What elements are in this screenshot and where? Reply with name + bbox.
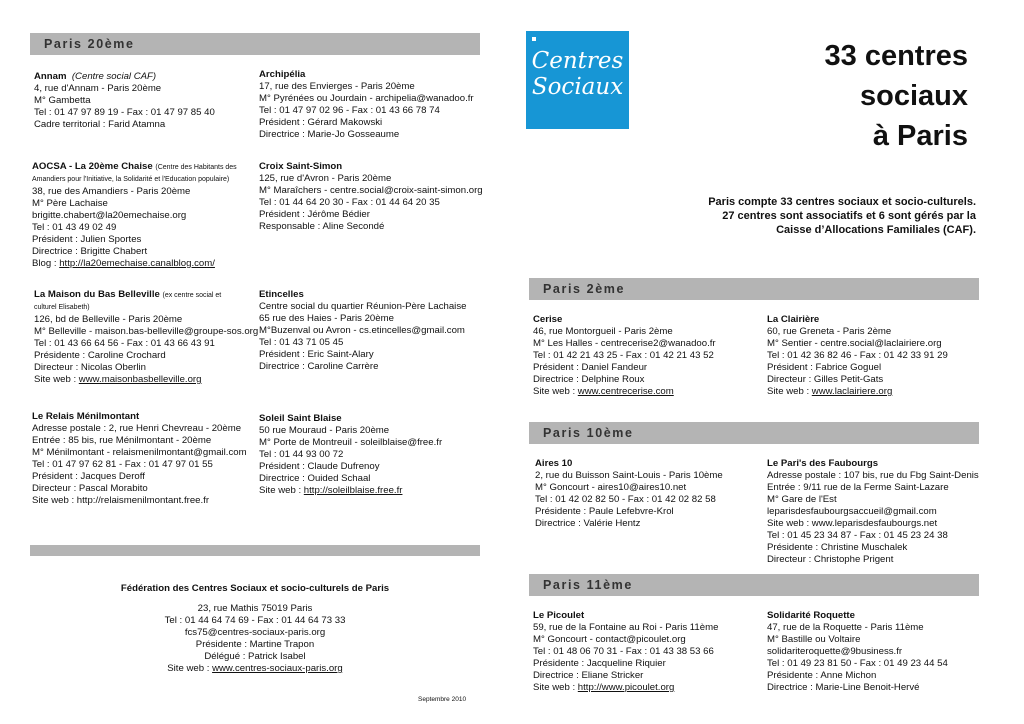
line: Tel : 01 42 02 82 50 - Fax : 01 42 02 82 58 bbox=[535, 494, 716, 505]
line: Président : Jérôme Bédier bbox=[259, 209, 370, 220]
centre-entry-soleil-saint-blaise bbox=[259, 413, 442, 497]
line: Adresse postale : 107 bis, rue du Fbg Saint-Denis bbox=[767, 470, 979, 481]
section-title: Paris 11ème bbox=[543, 578, 633, 592]
line: Responsable : Aline Secondé bbox=[259, 221, 385, 232]
line: Tel : 01 43 49 02 49 bbox=[32, 222, 117, 233]
line: Directrice : Ouided Schaal bbox=[259, 473, 371, 484]
centres-sociaux-logo bbox=[526, 31, 629, 129]
line: fcs75@centres-sociaux-paris.org bbox=[184, 627, 326, 638]
line: Tel : 01 43 66 64 56 - Fax : 01 43 66 43 91 bbox=[34, 338, 215, 349]
line: Cadre territorial : Farid Atamna bbox=[34, 119, 166, 130]
centre-entry-aocsa bbox=[32, 161, 237, 270]
line: 46, rue Montorgueil - Paris 2ème bbox=[533, 326, 673, 337]
line: Centre social du quartier Réunion-Père Lachaise bbox=[259, 301, 467, 312]
intro-line: 27 centres sont associatifs et 6 sont gérés par la bbox=[722, 210, 976, 222]
line: Directeur : Christophe Prigent bbox=[767, 554, 894, 565]
line: 23, rue Mathis 75019 Paris bbox=[197, 603, 313, 614]
line: Président : Claude Dufrenoy bbox=[259, 461, 380, 472]
centre-note: (ex centre social et bbox=[162, 292, 222, 299]
line: 50 rue Mouraud - Paris 20ème bbox=[259, 425, 390, 436]
centre-name: La Clairière bbox=[767, 314, 820, 325]
centre-name: Archipélia bbox=[259, 69, 306, 80]
centre-entry-aires-10 bbox=[535, 458, 723, 530]
website-link[interactable]: http://www.picoulet.org bbox=[577, 682, 675, 693]
web-label: Site web : bbox=[259, 485, 304, 496]
line: Directeur : Nicolas Oberlin bbox=[34, 362, 146, 373]
line: Directrice : Delphine Roux bbox=[533, 374, 645, 385]
centre-name: Etincelles bbox=[259, 289, 304, 300]
web-label: Site web : bbox=[767, 386, 812, 397]
section-title: Paris 20ème bbox=[44, 37, 135, 51]
centre-entry-cerise bbox=[533, 314, 716, 398]
line: Présidente : Anne Michon bbox=[767, 670, 877, 681]
line: Directrice : Marie-Jo Gosseaume bbox=[259, 129, 400, 140]
line: Tel : 01 49 23 81 50 - Fax : 01 49 23 44 54 bbox=[767, 658, 948, 669]
centre-name: Solidarité Roquette bbox=[767, 610, 855, 621]
web-label: Site web : bbox=[533, 386, 578, 397]
line: M° Porte de Montreuil - soleilblaise@free.fr bbox=[259, 437, 443, 448]
web-label: Blog : bbox=[32, 258, 60, 269]
line: 2, rue du Buisson Saint-Louis - Paris 10ème bbox=[535, 470, 723, 481]
website-link[interactable]: http://relaismenilmontant.free.fr bbox=[76, 495, 210, 506]
line: 38, rue des Amandiers - Paris 20ème bbox=[32, 186, 191, 197]
centre-entry-la-clairiere bbox=[767, 314, 948, 398]
blog-link[interactable]: http://la20emechaise.canalblog.com/ bbox=[59, 258, 215, 269]
website-link[interactable]: www.laclairiere.org bbox=[811, 386, 893, 397]
website-link[interactable]: http://soleilblaise.free.fr bbox=[303, 485, 403, 496]
line: Tel : 01 43 71 05 45 bbox=[259, 337, 344, 348]
line: M° Pyrénées ou Jourdain - archipelia@wanadoo.fr bbox=[259, 93, 474, 104]
web-label: Site web : bbox=[167, 663, 213, 674]
line: M° Les Halles - centrecerise2@wanadoo.fr bbox=[533, 338, 716, 349]
centre-entry-paris-des-faubourgs bbox=[767, 458, 979, 566]
line: Site web : www.leparisdesfaubourgs.net bbox=[767, 518, 938, 529]
line: Présidente : Jacqueline Riquier bbox=[533, 658, 666, 669]
line: Directrice : Caroline Carrère bbox=[259, 361, 379, 372]
section-band-paris-20 bbox=[30, 33, 480, 55]
line: M°Buzenval ou Avron - cs.etincelles@gmail.com bbox=[259, 325, 465, 336]
centre-entry-le-picoulet bbox=[533, 610, 718, 694]
title-line: à Paris bbox=[872, 120, 968, 152]
section-title: Paris 2ème bbox=[543, 282, 626, 296]
line: 4, rue d'Annam - Paris 20ème bbox=[34, 83, 162, 94]
federation-block bbox=[30, 583, 480, 675]
centre-note: Amandiers pour l'Initiative, la Solidarité et l'Education populaire) bbox=[32, 176, 230, 183]
line: Tel : 01 47 97 02 96 - Fax : 01 43 66 78 74 bbox=[259, 105, 440, 116]
line: Directrice : Valérie Hentz bbox=[535, 518, 641, 529]
website-link[interactable]: www.centres-sociaux-paris.org bbox=[212, 663, 343, 674]
logo-dot bbox=[532, 37, 536, 41]
line: Président : Jacques Deroff bbox=[32, 471, 145, 482]
federation-name: Fédération des Centres Sociaux et socio-culturels de Paris bbox=[120, 583, 390, 594]
line: 17, rue des Envierges - Paris 20ème bbox=[259, 81, 415, 92]
centre-entry-solidarite-roquette bbox=[767, 610, 948, 694]
line: Entrée : 85 bis, rue Ménilmontant - 20ème bbox=[32, 435, 212, 446]
divider-band bbox=[30, 545, 480, 556]
date-label: Septembre 2010 bbox=[418, 696, 467, 703]
title-line: sociaux bbox=[860, 80, 968, 112]
line: Tel : 01 44 93 00 72 bbox=[259, 449, 344, 460]
line: Président : Gérard Makowski bbox=[259, 117, 383, 128]
line: M° Gare de l'Est bbox=[767, 494, 837, 505]
section-title: Paris 10ème bbox=[543, 426, 634, 440]
line: Tel : 01 44 64 20 30 - Fax : 01 44 64 20 35 bbox=[259, 197, 440, 208]
line: M° Belleville - maison.bas-belleville@groupe-sos.org bbox=[34, 326, 259, 337]
line: Tel : 01 42 21 43 25 - Fax : 01 42 21 43 52 bbox=[533, 350, 714, 361]
line: Présidente : Caroline Crochard bbox=[34, 350, 166, 361]
line: M° Gambetta bbox=[34, 95, 91, 106]
centre-entry-relais-menilmontant bbox=[32, 411, 247, 507]
section-band-paris-2 bbox=[529, 278, 979, 300]
line: 65 rue des Haies - Paris 20ème bbox=[259, 313, 394, 324]
line: Président : Daniel Fandeur bbox=[533, 362, 648, 373]
line: Entrée : 9/11 rue de la Ferme Saint-Lazare bbox=[767, 482, 949, 493]
line: 126, bd de Belleville - Paris 20ème bbox=[34, 314, 183, 325]
intro-text bbox=[708, 195, 976, 237]
section-band-paris-10 bbox=[529, 422, 979, 444]
line: leparisdesfaubourgsaccueil@gmail.com bbox=[767, 506, 937, 517]
line: 60, rue Greneta - Paris 2ème bbox=[767, 326, 892, 337]
line: Adresse postale : 2, rue Henri Chevreau - 20ème bbox=[32, 423, 242, 434]
centre-name: Le Picoulet bbox=[533, 610, 585, 621]
line: 59, rue de la Fontaine au Roi - Paris 11ème bbox=[533, 622, 719, 633]
line: M° Bastille ou Voltaire bbox=[767, 634, 861, 645]
line: Présidente : Paule Lefebvre-Krol bbox=[535, 506, 674, 517]
line: Président : Julien Sportes bbox=[32, 234, 142, 245]
line: 47, rue de la Roquette - Paris 11ème bbox=[767, 622, 924, 633]
line: M° Goncourt - contact@picoulet.org bbox=[533, 634, 686, 645]
line: Président : Fabrice Goguel bbox=[767, 362, 882, 373]
line: Directeur : Gilles Petit-Gats bbox=[767, 374, 884, 385]
centre-name: AOCSA - La 20ème Chaise bbox=[32, 161, 153, 172]
line: brigitte.chabert@la20emechaise.org bbox=[32, 210, 187, 221]
logo-text: Centres bbox=[531, 48, 624, 74]
line: M° Goncourt - aires10@aires10.net bbox=[535, 482, 687, 493]
line: Directrice : Marie-Line Benoit-Hervé bbox=[767, 682, 920, 693]
intro-line: Paris compte 33 centres sociaux et socio-culturels. bbox=[708, 196, 976, 208]
line: M° Ménilmontant - relaismenilmontant@gmail.com bbox=[32, 447, 247, 458]
line: solidariteroquette@9business.fr bbox=[767, 646, 903, 657]
centre-note: (Centre des Habitants des bbox=[155, 164, 237, 171]
line: Tel : 01 45 23 34 87 - Fax : 01 45 23 24 38 bbox=[767, 530, 948, 541]
centre-name: Le Pari's des Faubourgs bbox=[767, 458, 879, 469]
line: M° Maraîchers - centre.social@croix-saint-simon.org bbox=[259, 185, 483, 196]
line: M° Père Lachaise bbox=[32, 198, 108, 209]
centre-name: Annam bbox=[34, 71, 67, 82]
centre-entry-annam bbox=[34, 71, 215, 131]
line: Tel : 01 48 06 70 31 - Fax : 01 43 38 53 66 bbox=[533, 646, 714, 657]
web-label: Site web : bbox=[533, 682, 578, 693]
line: Tel : 01 47 97 89 19 - Fax : 01 47 97 85 40 bbox=[34, 107, 215, 118]
line: Directeur : Pascal Morabito bbox=[32, 483, 148, 494]
line: Directrice : Eliane Stricker bbox=[533, 670, 644, 681]
centre-entry-bas-belleville bbox=[34, 289, 258, 386]
section-band-paris-11 bbox=[529, 574, 979, 596]
line: Délégué : Patrick Isabel bbox=[204, 651, 306, 662]
page-title bbox=[825, 36, 969, 156]
title-line: 33 centres bbox=[824, 40, 968, 72]
intro-line: Caisse d’Allocations Familiales (CAF). bbox=[776, 224, 976, 236]
centre-entry-croix-saint-simon bbox=[259, 161, 483, 233]
web-label: Site web : bbox=[32, 495, 77, 506]
centre-note: culturel Elisabeth) bbox=[34, 304, 90, 311]
line: Président : Eric Saint-Alary bbox=[259, 349, 374, 360]
line: 125, rue d'Avron - Paris 20ème bbox=[259, 173, 392, 184]
centre-entry-archipelia bbox=[259, 69, 474, 141]
line: Présidente : Martine Trapon bbox=[195, 639, 315, 650]
centre-name: Croix Saint-Simon bbox=[259, 161, 343, 172]
centre-entry-etincelles bbox=[259, 289, 466, 373]
logo-text: Sociaux bbox=[531, 74, 624, 100]
line: M° Sentier - centre.social@laclairiere.org bbox=[767, 338, 942, 349]
line: Présidente : Christine Muschalek bbox=[767, 542, 908, 553]
line: Tel : 01 42 36 82 46 - Fax : 01 42 33 91 29 bbox=[767, 350, 948, 361]
centre-name: La Maison du Bas Belleville bbox=[34, 289, 160, 300]
website-link[interactable]: www.maisonbasbelleville.org bbox=[78, 374, 202, 385]
centre-name: Le Relais Ménilmontant bbox=[32, 411, 140, 422]
website-link[interactable]: www.centrecerise.com bbox=[577, 386, 674, 397]
line: Tel : 01 44 64 74 69 - Fax : 01 44 64 73 33 bbox=[164, 615, 346, 626]
centre-note: (Centre social CAF) bbox=[71, 71, 157, 82]
line: Directrice : Brigitte Chabert bbox=[32, 246, 148, 257]
centre-name: Cerise bbox=[533, 314, 563, 325]
centre-name: Aires 10 bbox=[535, 458, 573, 469]
web-label: Site web : bbox=[34, 374, 79, 385]
centre-name: Soleil Saint Blaise bbox=[259, 413, 342, 424]
line: Tel : 01 47 97 62 81 - Fax : 01 47 97 01 55 bbox=[32, 459, 213, 470]
